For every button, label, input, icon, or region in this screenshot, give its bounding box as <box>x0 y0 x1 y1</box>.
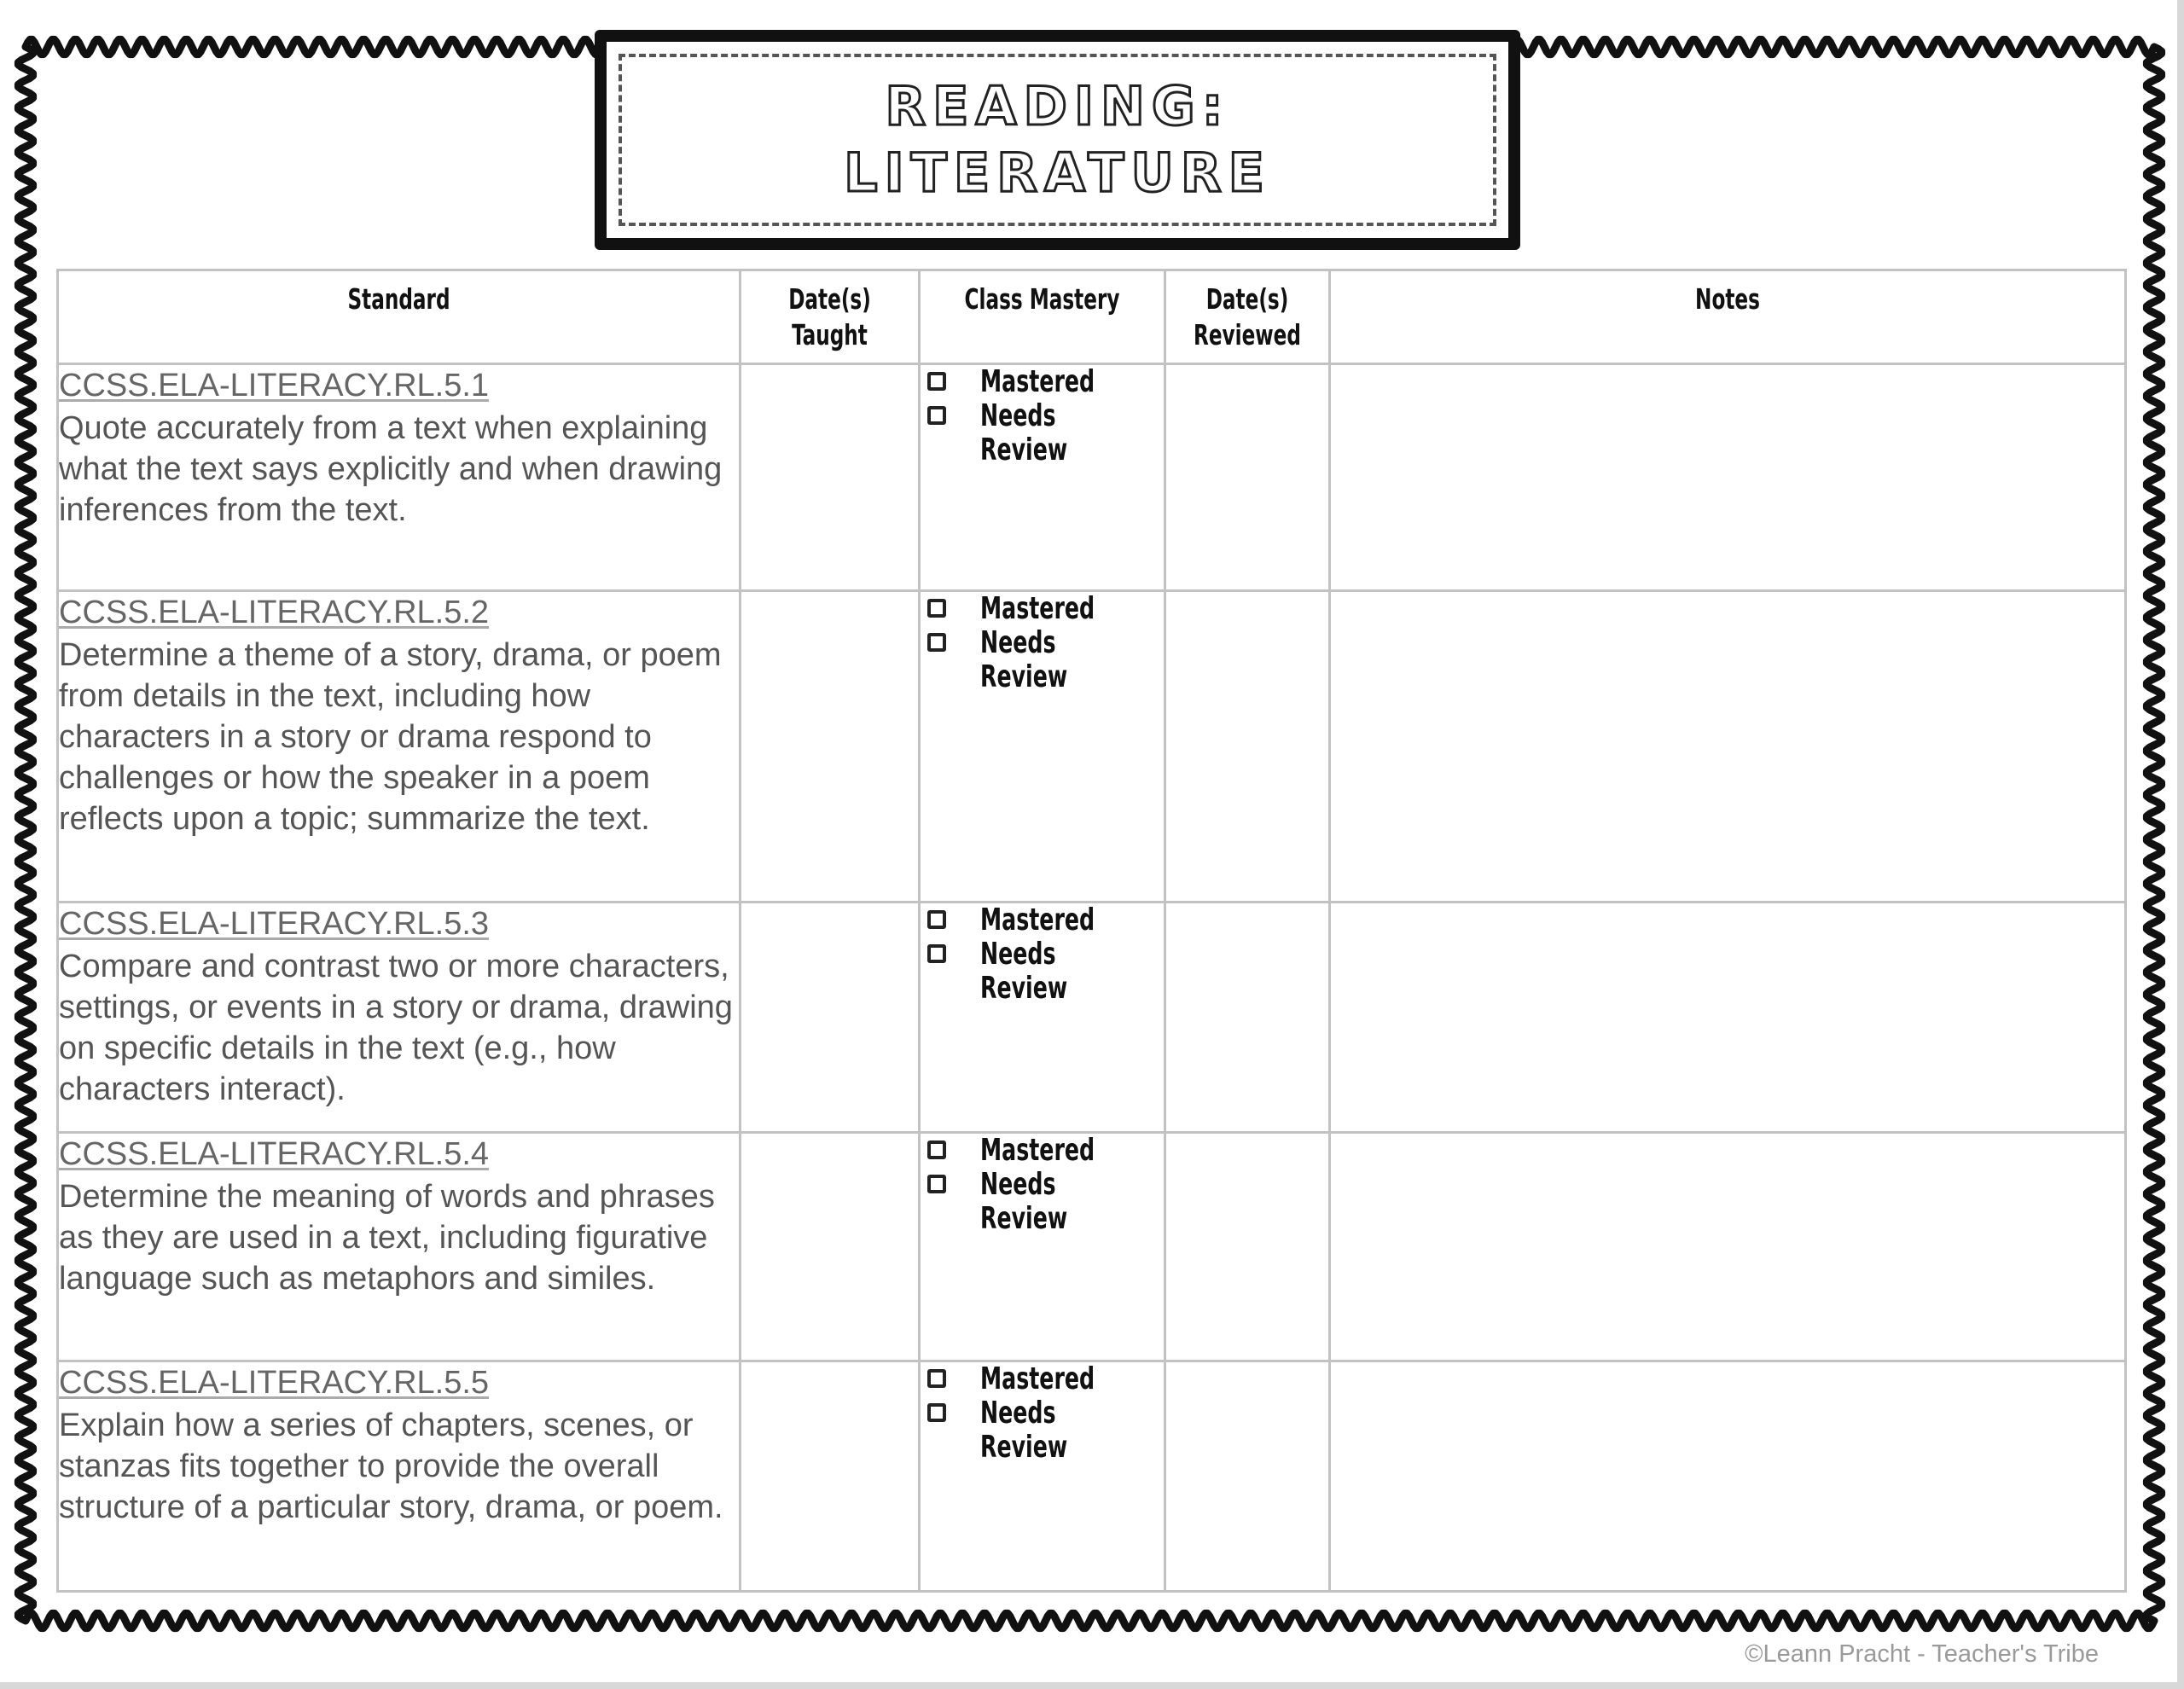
mastered-option[interactable]: Mastered <box>921 365 1164 399</box>
dates-reviewed-cell[interactable] <box>1165 903 1330 1133</box>
class-mastery-cell <box>920 591 1165 903</box>
standard-code-link[interactable]: CCSS.ELA-LITERACY.RL.5.2 <box>59 595 490 630</box>
dates-taught-cell[interactable] <box>741 1361 920 1592</box>
mastered-option[interactable]: Mastered <box>921 903 1164 937</box>
standard-code-link[interactable]: CCSS.ELA-LITERACY.RL.5.1 <box>59 368 490 403</box>
copyright-notice: ©Leann Pracht - Teacher's Tribe <box>1745 1640 2099 1668</box>
dates-reviewed-cell[interactable] <box>1165 364 1330 591</box>
header-class-mastery: Class Mastery <box>920 270 1165 364</box>
standard-cell <box>58 1133 741 1361</box>
notes-cell[interactable] <box>1330 1133 2126 1361</box>
checkbox-icon[interactable] <box>927 910 946 929</box>
dates-taught-cell[interactable] <box>741 1133 920 1361</box>
title-line-1: READING: <box>885 75 1230 137</box>
standard-description: Compare and contrast two or more characters, settings, or events in a story or drama, drawing on specific details in the text (e.g., how characters interact). <box>59 949 733 1107</box>
title-banner-inner <box>619 54 1496 226</box>
dates-reviewed-cell[interactable] <box>1165 1361 1330 1592</box>
title-banner <box>595 30 1520 250</box>
notes-cell[interactable] <box>1330 591 2126 903</box>
checkbox-icon[interactable] <box>927 1141 946 1159</box>
mastered-option[interactable]: Mastered <box>921 1134 1164 1168</box>
class-mastery-cell <box>920 1133 1165 1361</box>
standard-description: Determine a theme of a story, drama, or poem from details in the text, including how characters in a story or drama respond to challenges or how the speaker in a poem reflects upon a topic; summarize the text. <box>59 637 722 837</box>
class-mastery-cell <box>920 364 1165 591</box>
table-row <box>58 1361 2126 1592</box>
header-standard: Standard <box>58 270 741 364</box>
standard-description: Determine the meaning of words and phrases as they are used in a text, including figurative language such as metaphors and similes. <box>59 1179 715 1297</box>
needs-review-option[interactable]: Needs Review <box>921 1396 1164 1465</box>
header-notes: Notes <box>1330 270 2126 364</box>
checkbox-icon[interactable] <box>927 944 946 963</box>
standard-code-link[interactable]: CCSS.ELA-LITERACY.RL.5.4 <box>59 1136 490 1172</box>
notes-cell[interactable] <box>1330 903 2126 1133</box>
class-mastery-cell <box>920 903 1165 1133</box>
table-header-row <box>58 270 2126 364</box>
standard-description: Explain how a series of chapters, scenes, or stanzas fits together to provide the overall structure of a particular story, drama, or poem. <box>59 1408 723 1525</box>
needs-review-option[interactable]: Needs Review <box>921 399 1164 467</box>
checkbox-icon[interactable] <box>927 406 946 425</box>
table-row <box>58 903 2126 1133</box>
dates-taught-cell[interactable] <box>741 903 920 1133</box>
standard-cell <box>58 1361 741 1592</box>
standard-cell <box>58 364 741 591</box>
table-row <box>58 1133 2126 1361</box>
needs-review-option[interactable]: Needs Review <box>921 1168 1164 1236</box>
title-line-2: LITERATURE <box>844 142 1271 204</box>
table-row <box>58 591 2126 903</box>
standards-table <box>56 269 2127 1593</box>
standard-description: Quote accurately from a text when explaining what the text says explicitly and when drawing inferences from the text. <box>59 410 723 528</box>
needs-review-option[interactable]: Needs Review <box>921 937 1164 1006</box>
standard-code-link[interactable]: CCSS.ELA-LITERACY.RL.5.5 <box>59 1365 490 1401</box>
checkbox-icon[interactable] <box>927 1369 946 1388</box>
notes-cell[interactable] <box>1330 1361 2126 1592</box>
dates-taught-cell[interactable] <box>741 591 920 903</box>
notes-cell[interactable] <box>1330 364 2126 591</box>
standard-cell <box>58 591 741 903</box>
checkbox-icon[interactable] <box>927 599 946 618</box>
standard-cell <box>58 903 741 1133</box>
needs-review-option[interactable]: Needs Review <box>921 626 1164 694</box>
dates-taught-cell[interactable] <box>741 364 920 591</box>
header-dates-reviewed: Date(s) Reviewed <box>1165 270 1330 364</box>
dates-reviewed-cell[interactable] <box>1165 1133 1330 1361</box>
class-mastery-cell <box>920 1361 1165 1592</box>
mastered-option[interactable]: Mastered <box>921 1362 1164 1396</box>
checkbox-icon[interactable] <box>927 633 946 652</box>
table-row <box>58 364 2126 591</box>
header-dates-taught: Date(s) Taught <box>741 270 920 364</box>
standard-code-link[interactable]: CCSS.ELA-LITERACY.RL.5.3 <box>59 906 490 942</box>
dates-reviewed-cell[interactable] <box>1165 591 1330 903</box>
checkbox-icon[interactable] <box>927 372 946 391</box>
checkbox-icon[interactable] <box>927 1403 946 1422</box>
mastered-option[interactable]: Mastered <box>921 592 1164 626</box>
checkbox-icon[interactable] <box>927 1175 946 1193</box>
